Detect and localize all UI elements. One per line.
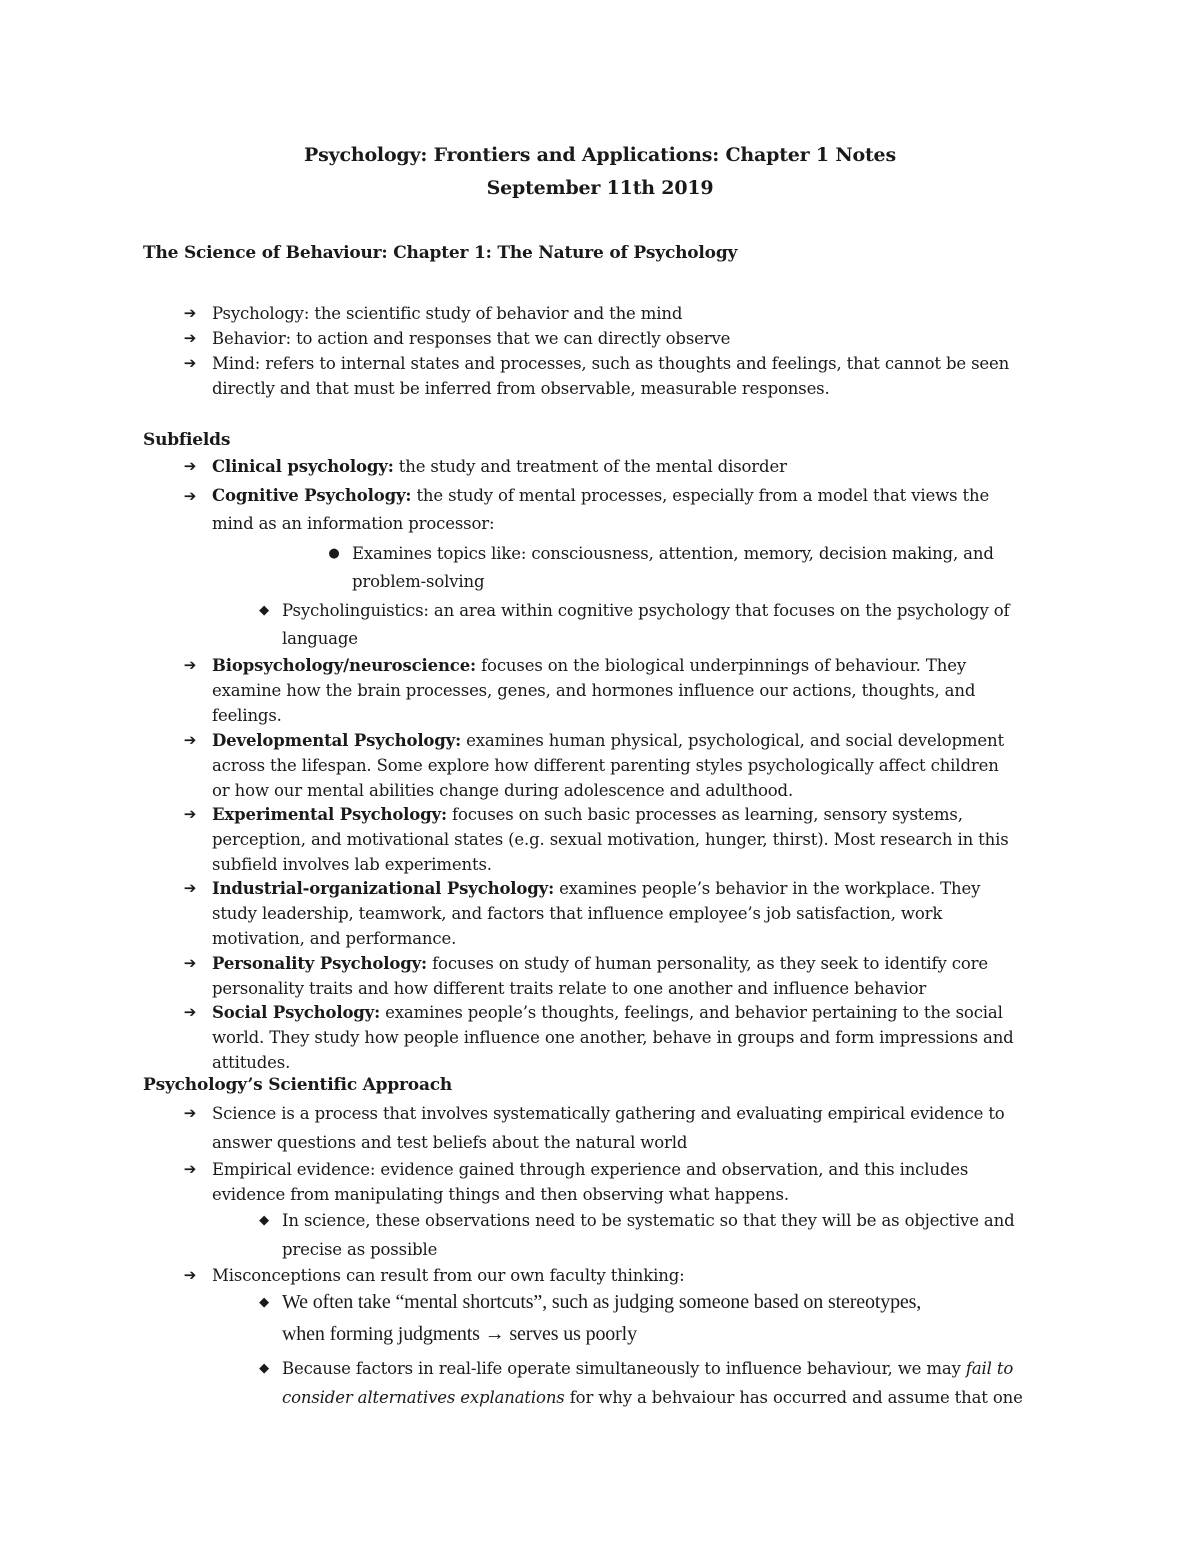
term-industrial-organizational: Industrial-organizational Psychology: — [212, 879, 555, 898]
list-item: ➔ Psychology: the scientific study of behavior and the mind — [212, 301, 682, 326]
arrow-bullet-icon: ➔ — [183, 457, 197, 475]
list-item: ● Examines topics like: consciousness, attention, memory, decision making, and problem-solving — [352, 540, 994, 596]
arrow-bullet-icon: ➔ — [183, 656, 197, 674]
list-item: ➔ Industrial-organizational Psychology: examines people’s behavior in the workplace. They study leadership, teamwork, and factors that influence employee’s job satisfaction, work motivation, and performance. — [212, 876, 980, 951]
arrow-bullet-icon: ➔ — [183, 487, 197, 505]
diamond-bullet-icon: ◆ — [259, 1361, 269, 1376]
list-item: ➔ Cognitive Psychology: the study of mental processes, especially from a model that views the mind as an information processor: — [212, 482, 989, 538]
list-item: ➔ Clinical psychology: the study and treatment of the mental disorder — [212, 454, 787, 479]
document-date: September 11th 2019 — [486, 177, 714, 199]
list-item: ➔ Empirical evidence: evidence gained through experience and observation, and this includes evidence from manipulating things and then observing what happens. — [212, 1157, 968, 1207]
list-item: ➔ Biopsychology/neuroscience: focuses on the biological underpinnings of behaviour. They examine how the brain processes, genes, and hormones influence our actions, thoughts, and feelings. — [212, 653, 975, 728]
list-item: ➔ Science is a process that involves systematically gathering and evaluating empirical evidence to answer questions and test beliefs about the natural world — [212, 1099, 1005, 1157]
arrow-bullet-icon: ➔ — [183, 879, 197, 897]
term-social: Social Psychology: — [212, 1003, 381, 1022]
list-item: ◆ In science, these observations need to be systematic so that they will be as objective and precise as possible — [282, 1206, 1015, 1264]
term-personality: Personality Psychology: — [212, 954, 427, 973]
arrow-bullet-icon: ➔ — [183, 954, 197, 972]
arrow-bullet-icon: ➔ — [183, 805, 197, 823]
arrow-bullet-icon: ➔ — [183, 1003, 197, 1021]
term-cognitive: Cognitive Psychology: — [212, 486, 412, 505]
term-experimental: Experimental Psychology: — [212, 805, 447, 824]
list-item: ◆ We often take “mental shortcuts”, such as judging someone based on stereotypes, when forming judgments → serves us poorly — [282, 1286, 921, 1350]
diamond-bullet-icon: ◆ — [259, 1213, 269, 1228]
section-heading-nature: The Science of Behaviour: Chapter 1: The Nature of Psychology — [143, 243, 738, 263]
list-item: ➔ Social Psychology: examines people’s thoughts, feelings, and behavior pertaining to the social world. They study how people influence one another, behave in groups and form impressions and attitudes. — [212, 1000, 1014, 1075]
term-developmental: Developmental Psychology: — [212, 731, 462, 750]
arrow-bullet-icon: ➔ — [183, 1266, 197, 1284]
section-heading-scientific-approach: Psychology’s Scientific Approach — [143, 1075, 453, 1095]
list-item: ➔ Misconceptions can result from our own faculty thinking: — [212, 1263, 685, 1288]
arrow-bullet-icon: ➔ — [183, 731, 197, 749]
arrow-bullet-icon: ➔ — [183, 1104, 197, 1122]
arrow-bullet-icon: ➔ — [183, 354, 197, 372]
list-item: ➔ Mind: refers to internal states and processes, such as thoughts and feelings, that cannot be seen directly and that must be inferred from observable, measurable responses. — [212, 351, 1009, 401]
diamond-bullet-icon: ◆ — [259, 603, 269, 618]
round-bullet-icon: ● — [328, 546, 340, 561]
list-item: ➔ Developmental Psychology: examines human physical, psychological, and social development across the lifespan. Some explore how different parenting styles psychologically affect children or how our mental abilities change during adolescence and adulthood. — [212, 728, 1004, 803]
section-heading-subfields: Subfields — [143, 430, 231, 450]
list-item: ➔ Behavior: to action and responses that we can directly observe — [212, 326, 730, 351]
arrow-bullet-icon: ➔ — [183, 1160, 197, 1178]
term-biopsychology: Biopsychology/neuroscience: — [212, 656, 476, 675]
list-item: ◆ Psycholinguistics: an area within cognitive psychology that focuses on the psychology of language — [282, 597, 1009, 653]
list-item: ➔ Personality Psychology: focuses on study of human personality, as they seek to identify core personality traits and how different traits relate to one another and influence behavior — [212, 951, 988, 1001]
arrow-bullet-icon: ➔ — [183, 329, 197, 347]
list-item: ➔ Experimental Psychology: focuses on such basic processes as learning, sensory systems, perception, and motivational states (e.g. sexual motivation, hunger, thirst). Most research in this subfield involves lab experiments. — [212, 802, 1009, 877]
list-item: ◆ Because factors in real-life operate simultaneously to influence behaviour, we may fail to consider alternatives explanations for why a behvaiour has occurred and assume that one — [282, 1354, 1023, 1412]
document-title: Psychology: Frontiers and Applications: Chapter 1 Notes — [304, 144, 896, 166]
term-clinical: Clinical psychology: — [212, 457, 394, 476]
arrow-bullet-icon: ➔ — [183, 304, 197, 322]
diamond-bullet-icon: ◆ — [259, 1294, 269, 1309]
